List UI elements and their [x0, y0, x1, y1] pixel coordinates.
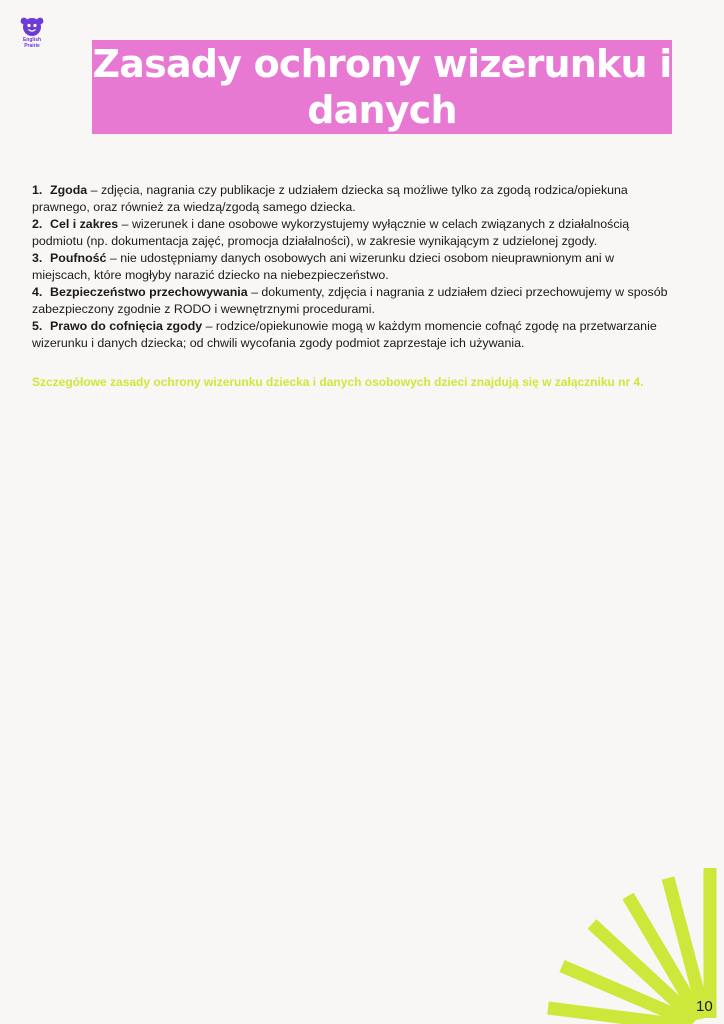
logo-text-line1: English — [22, 37, 42, 43]
item-number: 2. — [32, 217, 43, 231]
item-number: 3. — [32, 251, 43, 265]
item-text: – zdjęcia, nagrania czy publikacje z udziałem dziecka są możliwe tylko za zgodą rodzica/opiekuna prawnego, oraz również za wiedzą/zgodą samego dziecka. — [32, 183, 628, 214]
item-term: Bezpieczeństwo przechowywania — [50, 285, 248, 299]
item-term: Zgoda — [50, 183, 88, 197]
list-item — [32, 250, 672, 284]
logo-text-line2: Prairie — [24, 42, 40, 49]
page-number: 10 — [696, 998, 713, 1015]
attachment-note: Szczegółowe zasady ochrony wizerunku dziecka i danych osobowych dzieci znajdują się w załączniku nr 4. — [32, 375, 644, 389]
item-number: 5. — [32, 319, 43, 333]
item-term: Poufność — [50, 251, 107, 265]
globe-face-icon — [20, 16, 44, 38]
item-text: – dokumenty, zdjęcia i nagrania z udziałem dzieci przechowujemy w sposób zabezpieczony zgodnie z RODO i wewnętrznymi procedurami. — [32, 285, 668, 316]
item-term: Cel i zakres — [50, 217, 119, 231]
item-text: – wizerunek i dane osobowe wykorzystujemy wyłącznie w celach związanych z działalnością podmiotu (np. dokumentacja zajęć, promocja działalności), w zakresie wynikającym z udzielonej zgody. — [32, 217, 630, 248]
item-number: 1. — [32, 183, 43, 197]
list-item — [32, 284, 672, 318]
list-item — [32, 318, 672, 352]
title-banner — [92, 40, 672, 134]
item-term: Prawo do cofnięcia zgody — [50, 319, 203, 333]
page-title: Zasady ochrony wizerunku i danych — [92, 42, 672, 132]
rules-list — [32, 182, 672, 402]
list-item — [32, 216, 672, 250]
list-item — [32, 182, 672, 216]
item-number: 4. — [32, 285, 43, 299]
item-text: – rodzice/opiekunowie mogą w każdym momencie cofnąć zgodę na przetwarzanie wizerunku i danych dziecka; od chwili wycofania zgody podmiot zaprzestaje ich używania. — [32, 319, 657, 350]
logo — [18, 16, 46, 49]
item-text: – nie udostępniamy danych osobowych ani wizerunku dzieci osobom nieuprawnionym ani w miejscach, które mogłyby narazić dziecko na niebezpieczeństwo. — [32, 251, 615, 282]
